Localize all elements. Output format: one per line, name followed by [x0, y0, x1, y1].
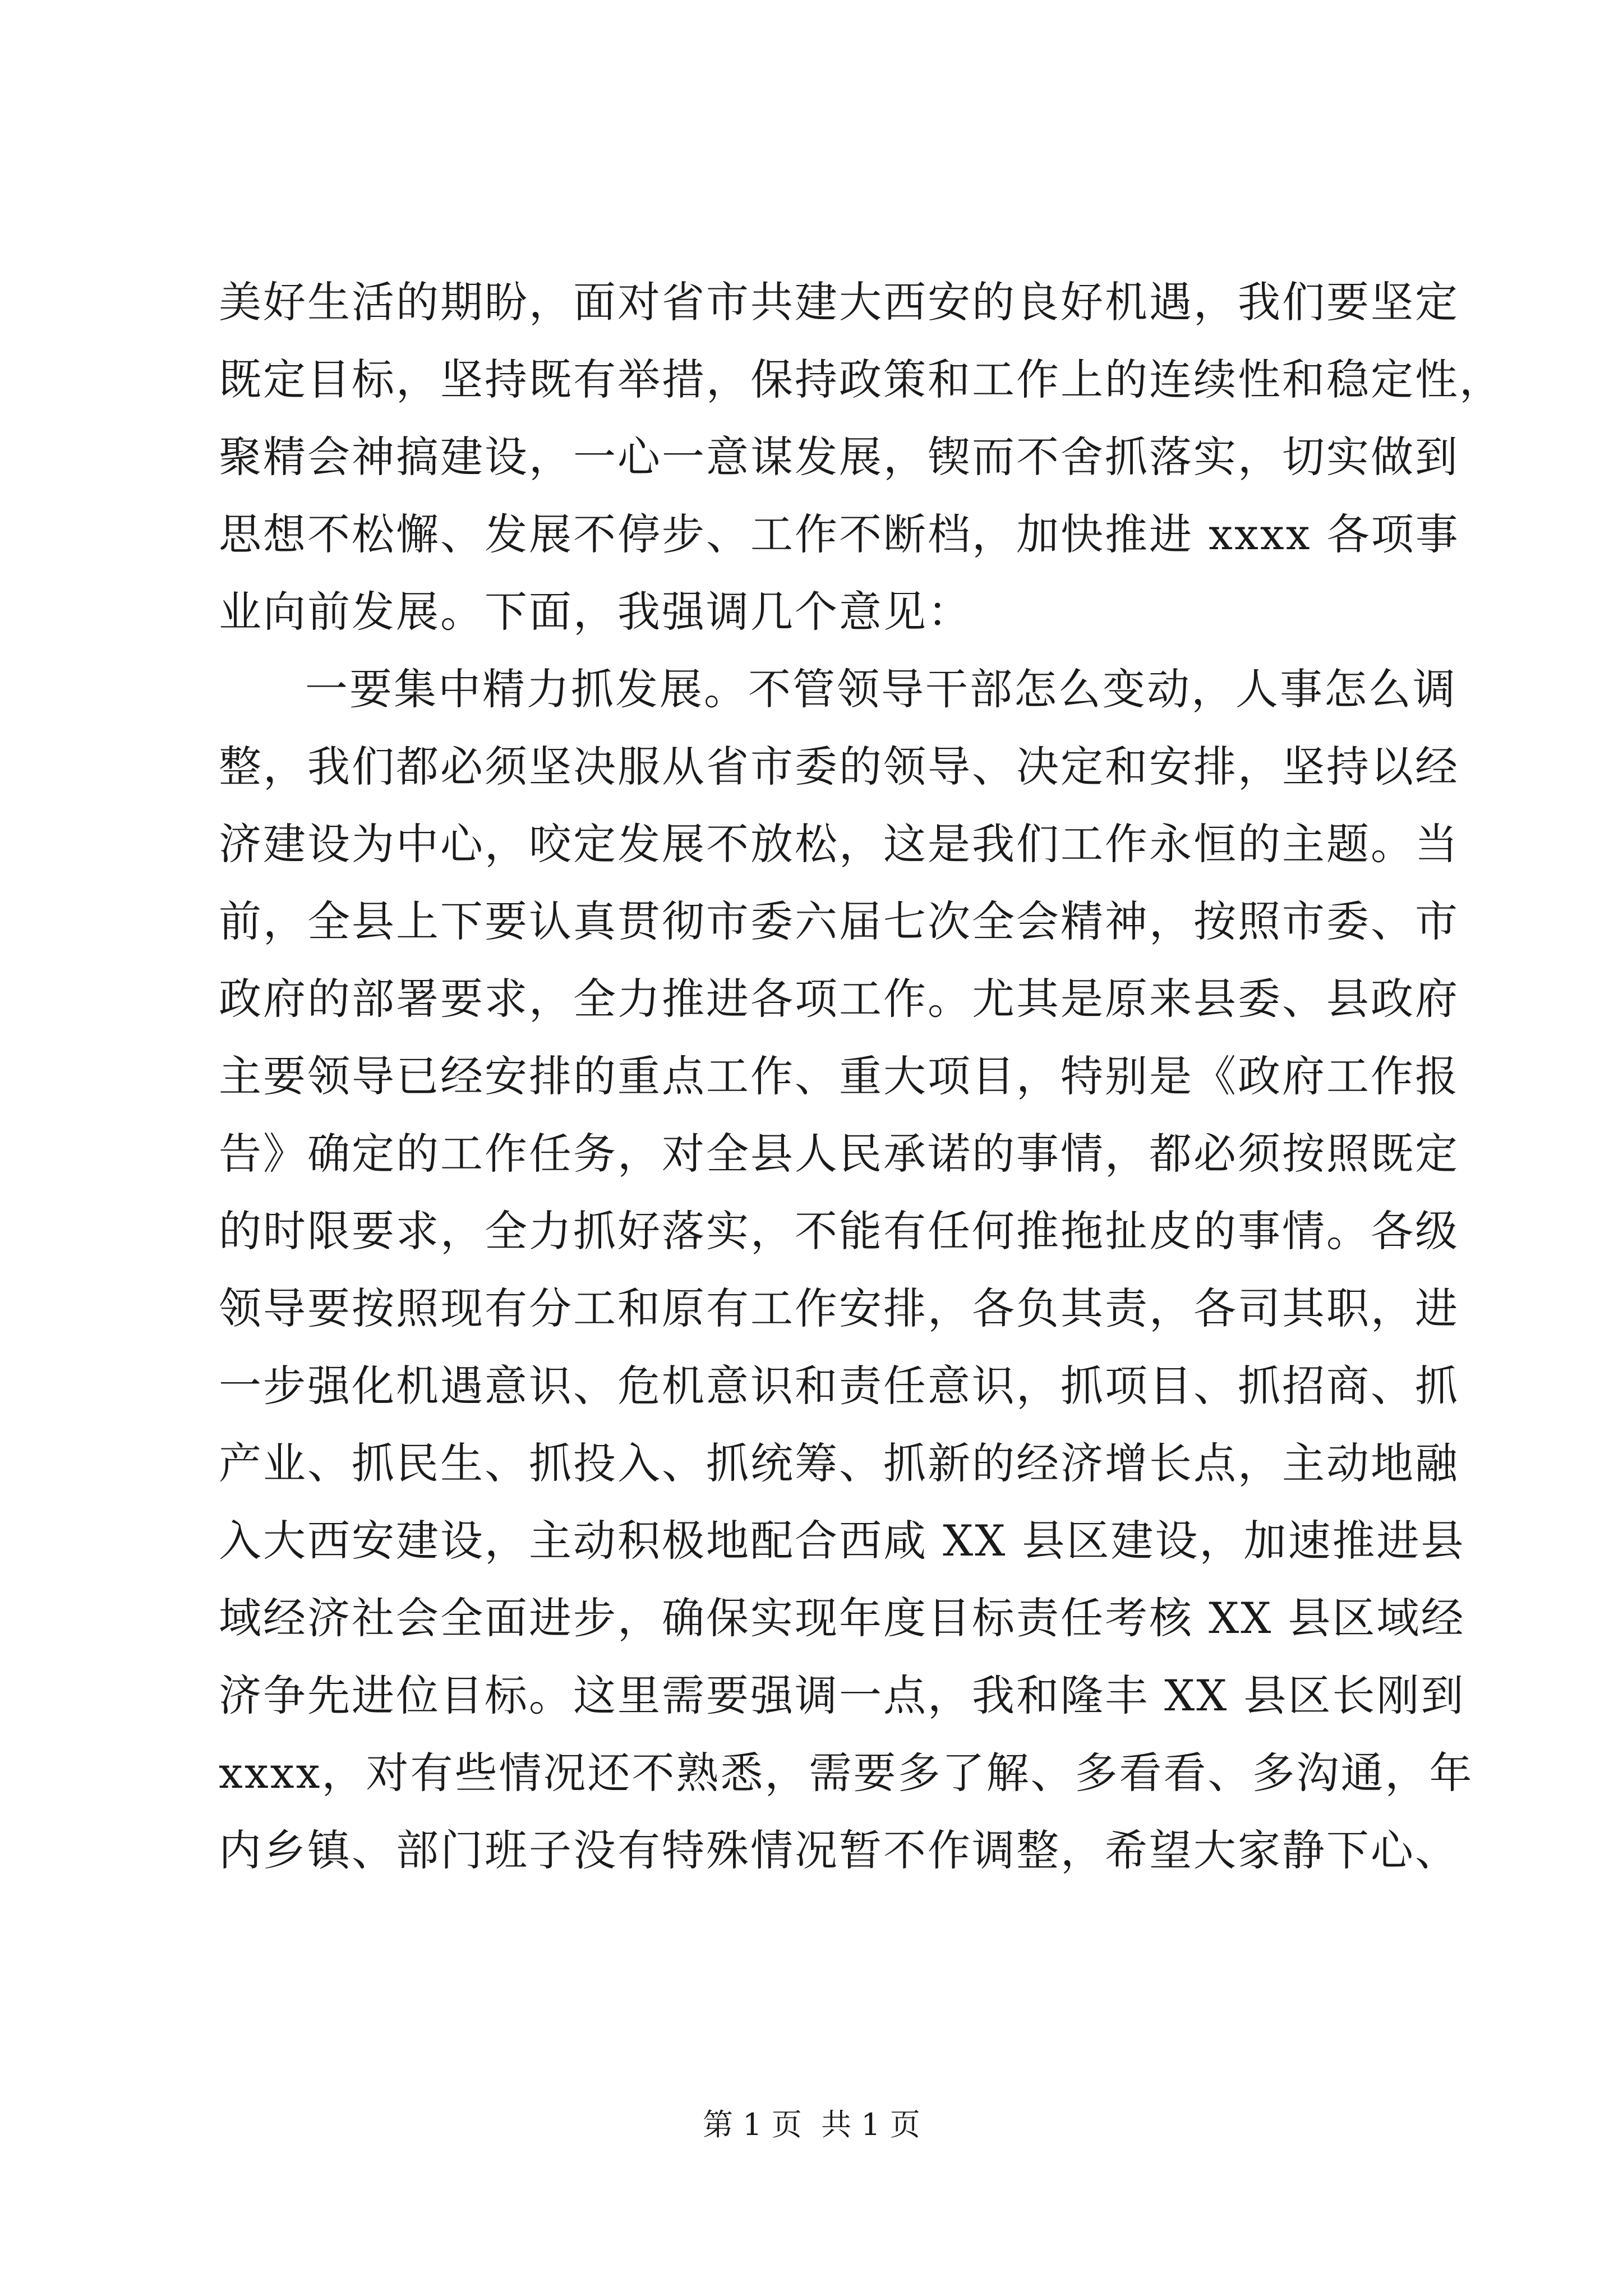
text-line: 一步强化机遇意识、危机意识和责任意识，抓项目、抓招商、抓 — [219, 1361, 1459, 1411]
text-line: 整，我们都必须坚决服从省市委的领导、决定和安排，坚持以经 — [219, 742, 1459, 792]
text-line: 入大西安建设，主动积极地配合西咸 XX 县区建设，加速推进县 — [219, 1516, 1465, 1566]
text-line: 产业、抓民生、抓投入、抓统筹、抓新的经济增长点，主动地融 — [219, 1438, 1459, 1488]
text-line: 思想不松懈、发展不停步、工作不断档，加快推进 xxxx 各项事 — [219, 509, 1460, 559]
text-line: 济建设为中心，咬定发展不放松，这是我们工作永恒的主题。当 — [219, 819, 1459, 869]
text-line: 内乡镇、部门班子没有特殊情况暂不作调整，希望大家静下心、 — [219, 1825, 1459, 1875]
text-line: 的时限要求，全力抓好落实，不能有任何推拖扯皮的事情。各级 — [219, 1206, 1459, 1256]
text-line: 政府的部署要求，全力推进各项工作。尤其是原来县委、县政府 — [219, 974, 1459, 1024]
text-line: 既定目标，坚持既有举措，保持政策和工作上的连续性和稳定性， — [219, 355, 1504, 404]
text-line: 济争先进位目标。这里需要强调一点，我和隆丰 XX 县区长刚到 — [219, 1671, 1465, 1720]
page-footer: 第 1 页 共 1 页 — [703, 2107, 920, 2142]
body-text — [219, 264, 1504, 1889]
text-line: 告》确定的工作任务，对全县人民承诺的事情，都必须按照既定 — [219, 1129, 1459, 1179]
text-line: 主要领导已经安排的重点工作、重大项目，特别是《政府工作报 — [219, 1051, 1459, 1101]
text-line: 美好生活的期盼，面对省市共建大西安的良好机遇，我们要坚定 — [219, 277, 1459, 327]
paragraph-start-line: 一要集中精力抓发展。不管领导干部怎么变动，人事怎么调 — [305, 664, 1457, 714]
text-line: 领导要按照现有分工和原有工作安排，各负其责，各司其职，进 — [219, 1283, 1459, 1333]
text-line: 业向前发展。下面，我强调几个意见： — [219, 587, 972, 637]
text-line: 聚精会神搞建设，一心一意谋发展，锲而不舍抓落实，切实做到 — [219, 432, 1459, 482]
text-line: xxxx，对有些情况还不熟悉，需要多了解、多看看、多沟通，年 — [219, 1748, 1474, 1798]
text-line: 前，全县上下要认真贯彻市委六届七次全会精神，按照市委、市 — [219, 896, 1459, 946]
text-line: 域经济社会全面进步，确保实现年度目标责任考核 XX 县区域经 — [219, 1593, 1465, 1643]
